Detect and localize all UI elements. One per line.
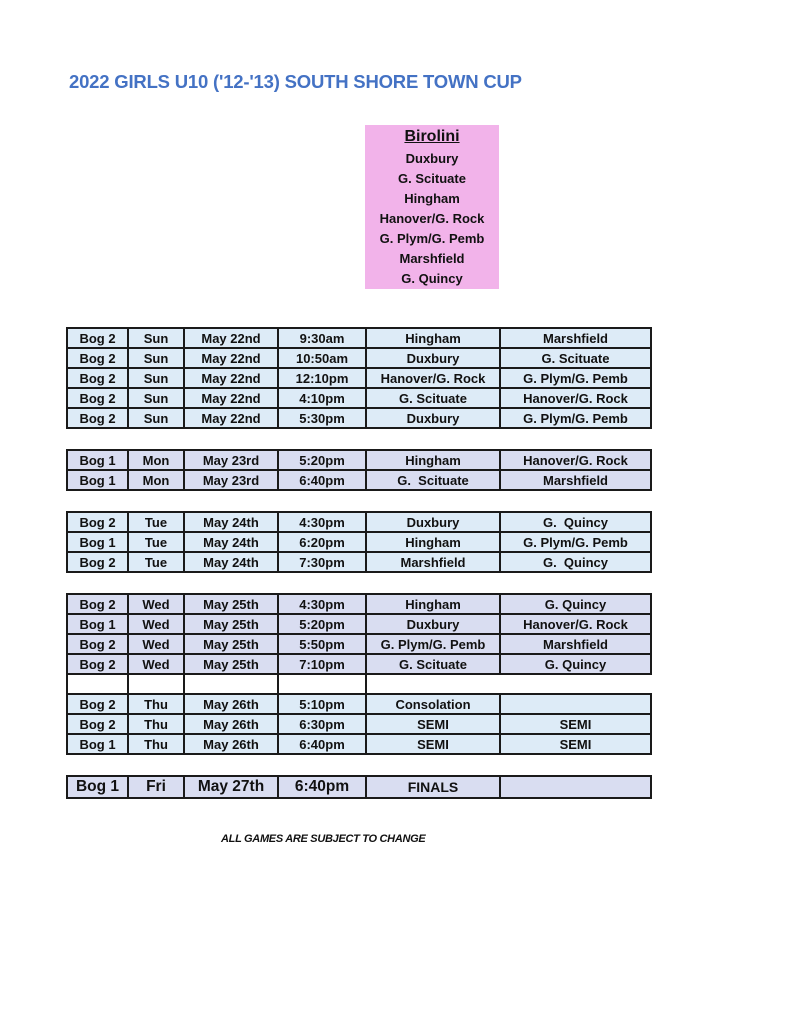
field-cell: Bog 2 [67, 408, 128, 428]
date-cell: May 26th [184, 734, 278, 754]
spacer-row [67, 754, 651, 776]
pool-team: G. Scituate [398, 171, 466, 186]
home-team-cell: FINALS [366, 776, 500, 798]
date-cell: May 24th [184, 552, 278, 572]
time-cell: 4:30pm [278, 594, 366, 614]
home-team-cell: SEMI [366, 734, 500, 754]
date-cell: May 26th [184, 694, 278, 714]
table-row [67, 512, 651, 532]
field-cell: Bog 2 [67, 694, 128, 714]
field-cell: Bog 2 [67, 594, 128, 614]
time-cell: 6:20pm [278, 532, 366, 552]
time-cell: 5:20pm [278, 614, 366, 634]
table-row [67, 552, 651, 572]
field-cell: Bog 1 [67, 450, 128, 470]
date-cell: May 24th [184, 512, 278, 532]
day-cell: Fri [128, 776, 184, 798]
time-cell: 5:30pm [278, 408, 366, 428]
day-cell: Tue [128, 552, 184, 572]
table-row [67, 532, 651, 552]
away-team-cell: G. Plym/G. Pemb [500, 368, 651, 388]
time-cell: 10:50am [278, 348, 366, 368]
date-cell: May 23rd [184, 470, 278, 490]
day-cell: Wed [128, 594, 184, 614]
day-cell: Sun [128, 388, 184, 408]
home-team-cell: G. Plym/G. Pemb [366, 634, 500, 654]
pool-name: Birolini [404, 128, 460, 145]
home-team-cell: Hanover/G. Rock [366, 368, 500, 388]
time-cell: 4:10pm [278, 388, 366, 408]
home-team-cell: G. Scituate [366, 470, 500, 490]
blank-row [67, 674, 651, 694]
away-team-cell: Marshfield [500, 470, 651, 490]
away-team-cell: Hanover/G. Rock [500, 614, 651, 634]
field-cell: Bog 1 [67, 614, 128, 634]
table-row [67, 328, 651, 348]
date-cell: May 22nd [184, 368, 278, 388]
home-team-cell: Duxbury [366, 512, 500, 532]
away-team-cell: Marshfield [500, 634, 651, 654]
table-row-final [67, 776, 651, 798]
day-cell: Tue [128, 532, 184, 552]
date-cell: May 25th [184, 654, 278, 674]
empty-cell [184, 674, 278, 694]
day-cell: Sun [128, 408, 184, 428]
field-cell: Bog 1 [67, 734, 128, 754]
time-cell: 5:10pm [278, 694, 366, 714]
time-cell: 5:50pm [278, 634, 366, 654]
day-cell: Thu [128, 714, 184, 734]
table-row [67, 734, 651, 754]
date-cell: May 24th [184, 532, 278, 552]
away-team-cell: G. Quincy [500, 594, 651, 614]
pool-team: Hingham [404, 191, 460, 206]
page-title: 2022 GIRLS U10 ('12-'13) SOUTH SHORE TOWN CUP [69, 71, 522, 92]
home-team-cell: Consolation [366, 694, 500, 714]
field-cell: Bog 1 [67, 776, 128, 798]
day-cell: Wed [128, 614, 184, 634]
day-cell: Sun [128, 348, 184, 368]
time-cell: 6:40pm [278, 734, 366, 754]
time-cell: 6:40pm [278, 470, 366, 490]
empty-cell [278, 674, 366, 694]
home-team-cell: G. Scituate [366, 654, 500, 674]
field-cell: Bog 2 [67, 368, 128, 388]
time-cell: 6:40pm [278, 776, 366, 798]
field-cell: Bog 1 [67, 532, 128, 552]
time-cell: 7:10pm [278, 654, 366, 674]
day-cell: Thu [128, 694, 184, 714]
field-cell: Bog 2 [67, 512, 128, 532]
away-team-cell [500, 694, 651, 714]
field-cell: Bog 2 [67, 328, 128, 348]
table-row [67, 694, 651, 714]
time-cell: 4:30pm [278, 512, 366, 532]
home-team-cell: Marshfield [366, 552, 500, 572]
day-cell: Tue [128, 512, 184, 532]
time-cell: 5:20pm [278, 450, 366, 470]
field-cell: Bog 2 [67, 552, 128, 572]
table-row [67, 594, 651, 614]
pool-team: Duxbury [405, 151, 459, 166]
day-cell: Sun [128, 368, 184, 388]
date-cell: May 25th [184, 614, 278, 634]
time-cell: 12:10pm [278, 368, 366, 388]
away-team-cell: G. Quincy [500, 512, 651, 532]
table-row [67, 654, 651, 674]
time-cell: 7:30pm [278, 552, 366, 572]
date-cell: May 23rd [184, 450, 278, 470]
home-team-cell: Duxbury [366, 614, 500, 634]
day-cell: Mon [128, 450, 184, 470]
time-cell: 9:30am [278, 328, 366, 348]
away-team-cell: SEMI [500, 714, 651, 734]
home-team-cell: SEMI [366, 714, 500, 734]
spacer-row [67, 428, 651, 450]
date-cell: May 22nd [184, 408, 278, 428]
away-team-cell: Hanover/G. Rock [500, 450, 651, 470]
day-cell: Thu [128, 734, 184, 754]
home-team-cell: Hingham [366, 450, 500, 470]
empty-cell [128, 674, 184, 694]
pool-box [365, 125, 499, 289]
away-team-cell: G. Quincy [500, 654, 651, 674]
date-cell: May 25th [184, 634, 278, 654]
table-row [67, 408, 651, 428]
spacer-row [67, 572, 651, 594]
home-team-cell: Hingham [366, 328, 500, 348]
field-cell: Bog 2 [67, 714, 128, 734]
disclaimer-text: ALL GAMES ARE SUBJECT TO CHANGE [221, 833, 426, 845]
away-team-cell: SEMI [500, 734, 651, 754]
away-team-cell: Hanover/G. Rock [500, 388, 651, 408]
field-cell: Bog 2 [67, 634, 128, 654]
date-cell: May 26th [184, 714, 278, 734]
table-row [67, 348, 651, 368]
away-team-cell: Marshfield [500, 328, 651, 348]
pool-team: Marshfield [399, 251, 465, 266]
table-row [67, 450, 651, 470]
pool-team: G. Plym/G. Pemb [379, 231, 485, 246]
field-cell: Bog 2 [67, 654, 128, 674]
day-cell: Wed [128, 634, 184, 654]
table-row [67, 388, 651, 408]
date-cell: May 22nd [184, 388, 278, 408]
home-team-cell: G. Scituate [366, 388, 500, 408]
field-cell: Bog 2 [67, 388, 128, 408]
date-cell: May 27th [184, 776, 278, 798]
home-team-cell: Duxbury [366, 348, 500, 368]
field-cell: Bog 2 [67, 348, 128, 368]
pool-team: G. Quincy [401, 271, 463, 286]
spacer-row [67, 490, 651, 512]
away-team-cell: G. Quincy [500, 552, 651, 572]
time-cell: 6:30pm [278, 714, 366, 734]
home-team-cell: Hingham [366, 532, 500, 552]
day-cell: Wed [128, 654, 184, 674]
home-team-cell: Duxbury [366, 408, 500, 428]
table-row [67, 614, 651, 634]
away-team-cell: G. Scituate [500, 348, 651, 368]
date-cell: May 25th [184, 594, 278, 614]
pool-team: Hanover/G. Rock [379, 211, 485, 226]
date-cell: May 22nd [184, 348, 278, 368]
away-team-cell [500, 776, 651, 798]
table-row [67, 714, 651, 734]
table-row [67, 470, 651, 490]
empty-cell [366, 674, 651, 694]
day-cell: Mon [128, 470, 184, 490]
table-row [67, 634, 651, 654]
home-team-cell: Hingham [366, 594, 500, 614]
away-team-cell: G. Plym/G. Pemb [500, 532, 651, 552]
empty-cell [67, 674, 128, 694]
away-team-cell: G. Plym/G. Pemb [500, 408, 651, 428]
date-cell: May 22nd [184, 328, 278, 348]
table-row [67, 368, 651, 388]
schedule-table [66, 327, 652, 799]
day-cell: Sun [128, 328, 184, 348]
field-cell: Bog 1 [67, 470, 128, 490]
